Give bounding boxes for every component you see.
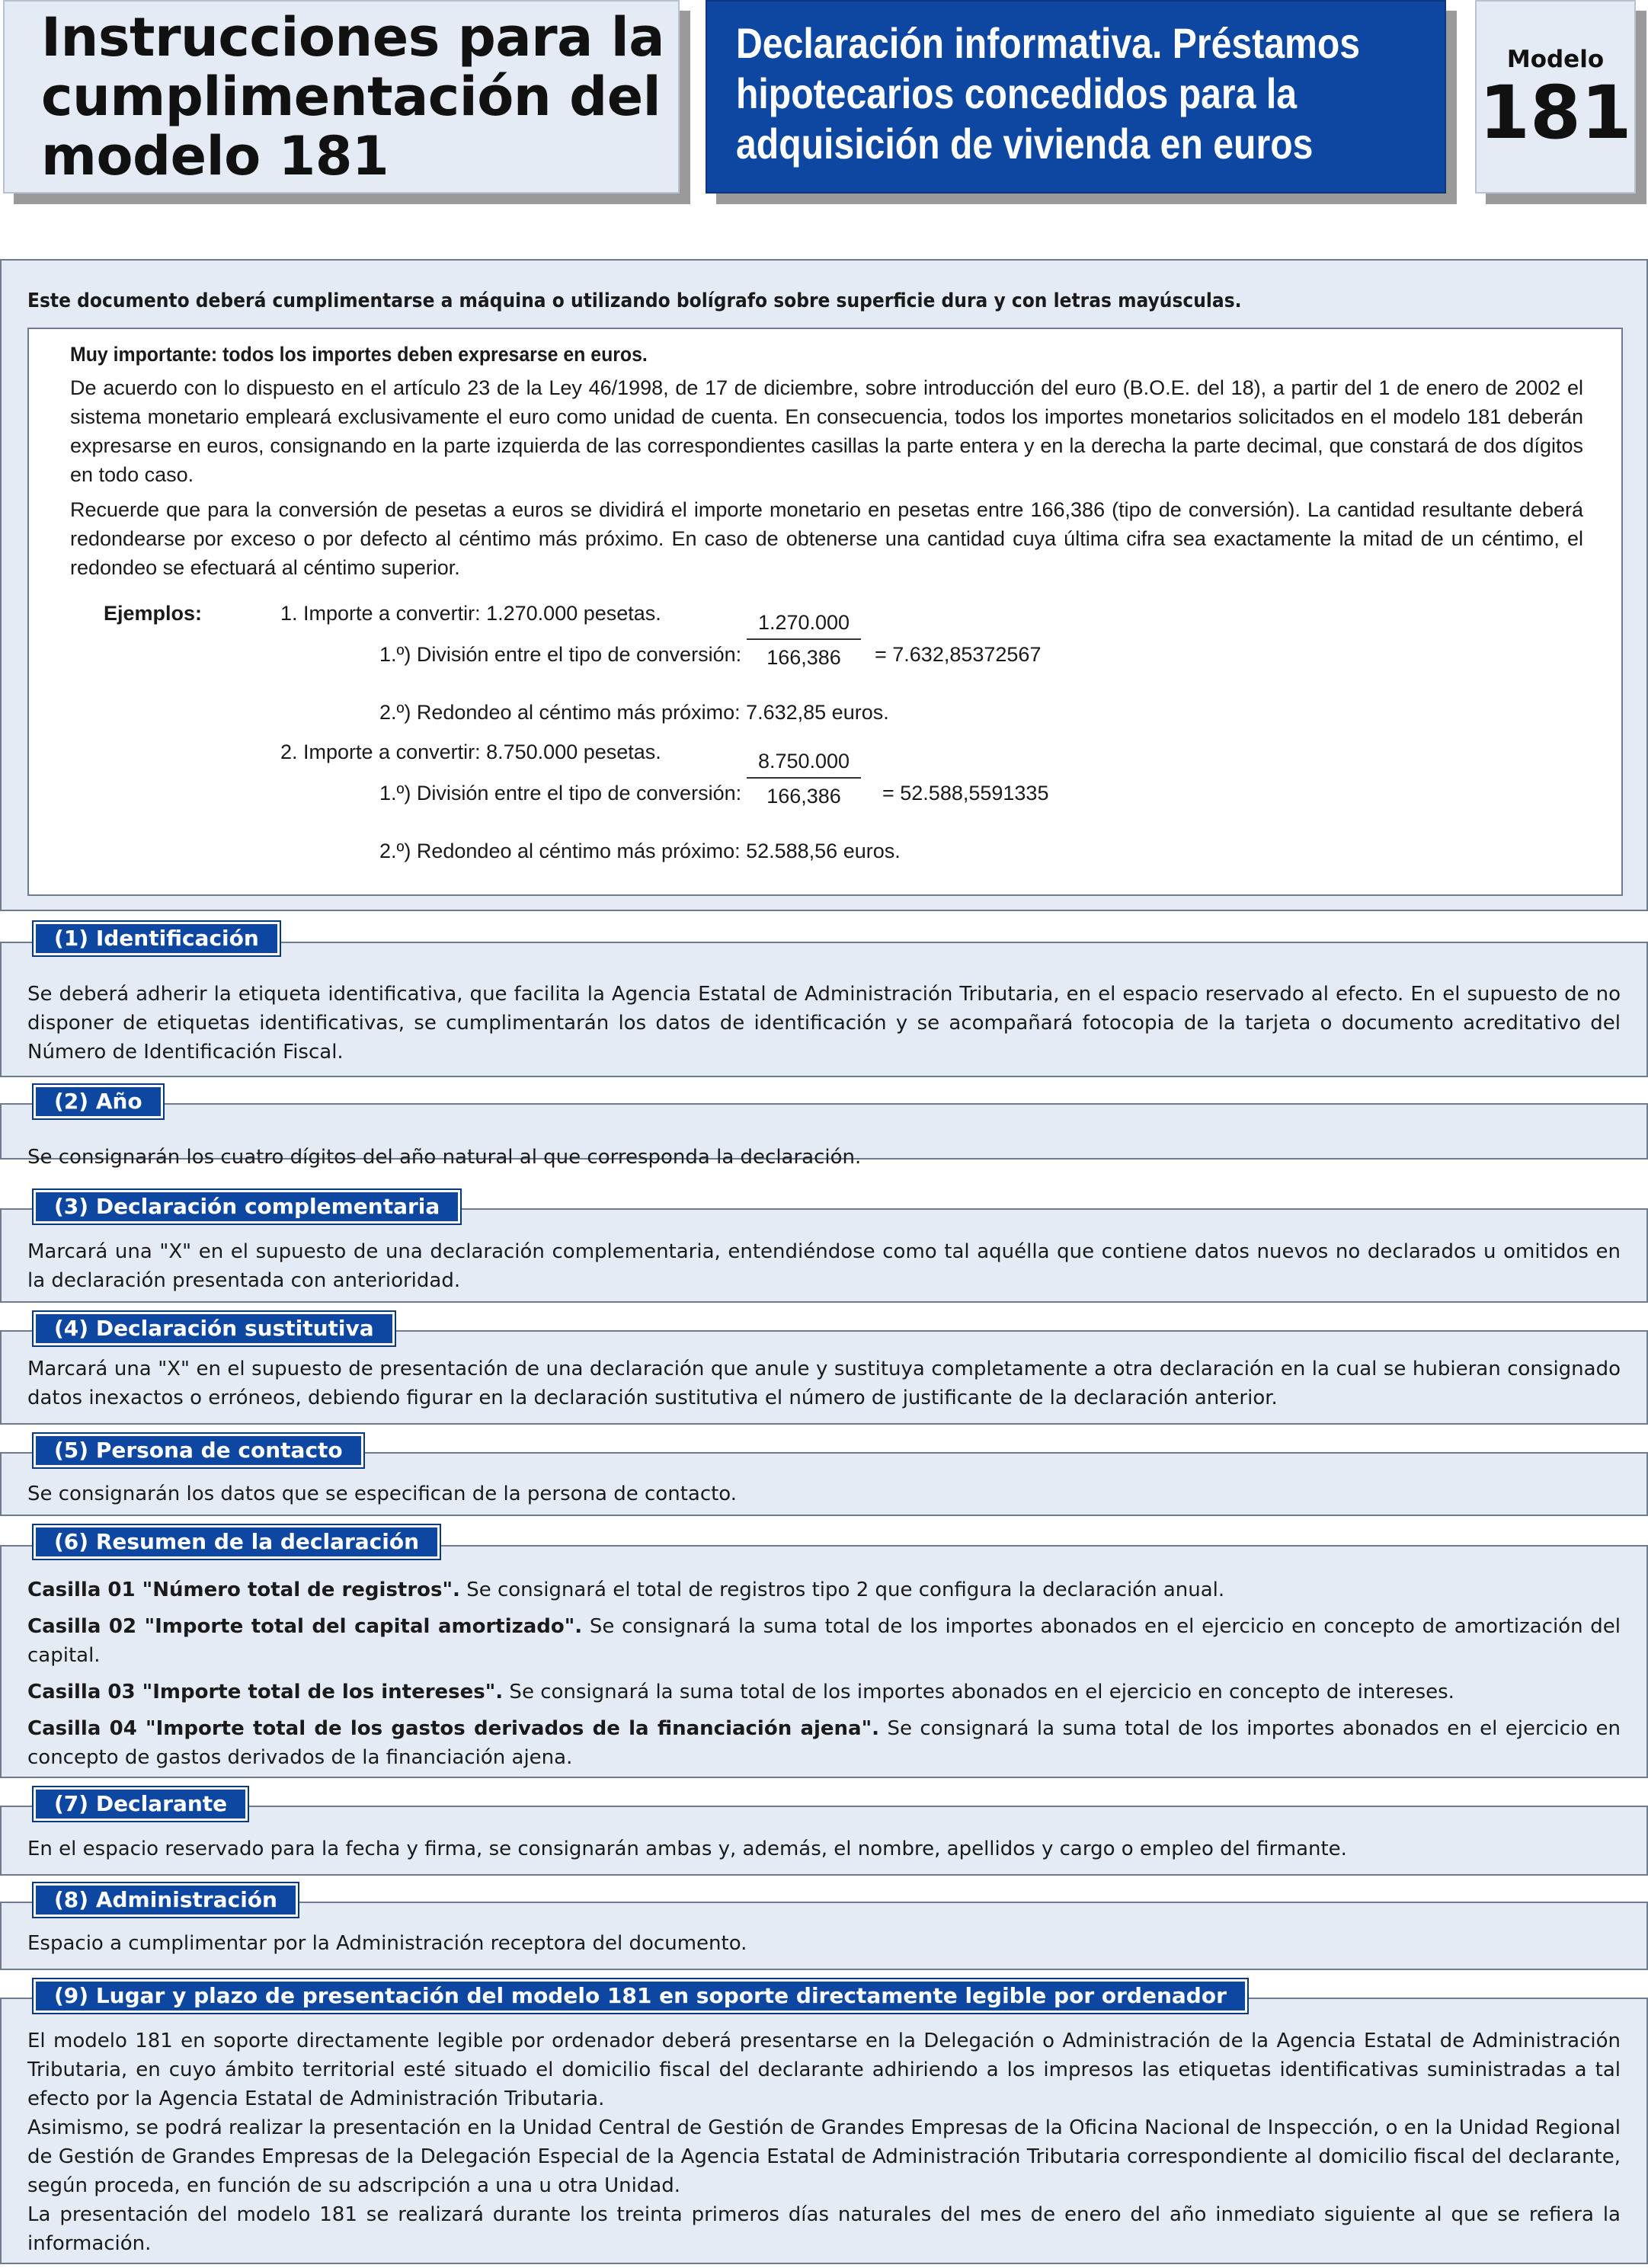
- example-1-fraction: [747, 606, 861, 675]
- example-2-denominator: 166,386: [766, 785, 841, 808]
- intro-paragraph-1: De acuerdo con lo dispuesto en el artículo 23 de la Ley 46/1998, de 17 de diciembre, sobre introducción del euro (B.O.E. del 18), a partir del 1 de enero de 2002 el sistema monetario empleará exclusivamente el euro como unidad de cuenta. En consecuencia, todos los importes monetarios solicitados en el modelo 181 deberán expresarse en euros, consignando en la parte izquierda de las correspondientes casillas la parte entera y en la derecha la parte decimal, que constará de dos dígitos en todo caso.: [70, 376, 1583, 486]
- section-declaracion-sustitutiva-title: (4) Declaración sustitutiva: [34, 1312, 395, 1345]
- intro-important: Muy importante: todos los importes deben expresarse en euros.: [70, 343, 648, 366]
- intro-inner-box: [27, 328, 1623, 896]
- summary-item-casilla-03: [27, 1678, 1621, 1707]
- intro-paragraph-2: Recuerde que para la conversión de pesetas a euros se dividirá el importe monetario en pesetas entre 166,386 (tipo de conversión). La cantidad resultante deberá redondearse por exceso o por defecto al céntimo más próximo. En caso de obtenerse una cantidad cuya última cifra sea exactamente la mitad de un céntimo, el redondeo se efectuará al céntimo superior.: [70, 498, 1583, 579]
- example-1-heading: 1. Importe a convertir: 1.270.000 pesetas.: [280, 602, 661, 625]
- section-identificacion-title: (1) Identificación: [34, 922, 280, 955]
- model-badge: [1475, 0, 1636, 194]
- section-persona-contacto-text: Se consignarán los datos que se especifican de la persona de contacto.: [27, 1483, 738, 1505]
- section-resumen-declaracion-title: (6) Resumen de la declaración: [34, 1525, 440, 1559]
- example-1-denominator: 166,386: [766, 646, 841, 669]
- section-lugar-plazo: [0, 1998, 1648, 2264]
- section-declaracion-sustitutiva-text: Marcará una "X" en el supuesto de presentación de una declaración que anule y sustituya completamente a otra declaración en la cual se hubieran consignado datos inexactos o erróneos, debiendo figurar en la declaración sustitutiva el número de justificante de la declaración anterior.: [27, 1358, 1621, 1409]
- summary-item-casilla-03-text: Se consignará la suma total de los importes abonados en el ejercicio en concepto de intereses.: [503, 1681, 1454, 1703]
- section-ano-text: Se consignarán los cuatro dígitos del año natural al que corresponda la declaración.: [27, 1146, 862, 1169]
- document-title: [41, 8, 678, 186]
- summary-item-casilla-01-text: Se consignará el total de registros tipo 2 que configura la declaración anual.: [459, 1579, 1225, 1601]
- section-persona-contacto-title: (5) Persona de contacto: [34, 1434, 363, 1467]
- section-declarante-title: (7) Declarante: [34, 1787, 248, 1821]
- example-1-result: = 7.632,85372567: [875, 643, 1042, 666]
- examples-label: Ejemplos:: [104, 602, 203, 625]
- section-administracion-text: Espacio a cumplimentar por la Administración receptora del documento.: [27, 1932, 747, 1955]
- summary-item-casilla-02-label: Casilla 02 "Importe total del capital amortizado".: [27, 1615, 583, 1638]
- section-administracion-title: (8) Administración: [34, 1883, 298, 1917]
- example-2-numerator: 8.750.000: [747, 745, 861, 779]
- section-lugar-plazo-paragraph-1: El modelo 181 en soporte directamente legible por ordenador deberá presentarse en la Delegación o Administración de la Agencia Estatal de Administración Tributaria, en cuyo ámbito territorial esté situado el domicilio fiscal del declarante adhiriendo a los impresos las etiquetas identificativas suministradas a tal efecto por la Agencia Estatal de Administración Tributaria.: [27, 2030, 1621, 2110]
- section-ano-title: (2) Año: [34, 1085, 163, 1118]
- examples-block: [70, 593, 1583, 875]
- summary-item-casilla-04-label: Casilla 04 "Importe total de los gastos derivados de la financiación ajena".: [27, 1717, 880, 1740]
- document-title-line-1: Instrucciones para la: [41, 6, 664, 69]
- document-title-line-3: modelo 181: [41, 125, 389, 187]
- document-title-box: [3, 0, 680, 194]
- summary-item-casilla-01: [27, 1575, 1621, 1604]
- section-ano: [0, 1103, 1648, 1169]
- example-2-step-2: 2.º) Redondeo al céntimo más próximo: 52.588,56 euros.: [379, 840, 901, 862]
- document-subtitle: [736, 18, 1450, 169]
- example-1-step-1: 1.º) División entre el tipo de conversión:: [379, 643, 742, 666]
- section-identificacion: [0, 942, 1648, 1077]
- document-subtitle-line-1: Declaración informativa. Préstamos: [736, 19, 1361, 67]
- intro-lead: Este documento deberá cumplimentarse a máquina o utilizando bolígrafo sobre superficie dura y con letras mayúsculas.: [27, 289, 1242, 312]
- summary-item-casilla-04: [27, 1714, 1621, 1772]
- summary-item-casilla-02-text: Se consignará la suma total de los importes abonados en el ejercicio en concepto de amortización del capital.: [27, 1615, 1621, 1667]
- model-label: Modelo: [1506, 46, 1605, 73]
- model-number: 181: [1479, 70, 1632, 155]
- summary-item-casilla-01-label: Casilla 01 "Número total de registros".: [27, 1579, 460, 1601]
- document-subtitle-line-3: adquisición de vivienda en euros: [736, 120, 1314, 168]
- summary-item-casilla-02: [27, 1612, 1621, 1670]
- example-1-step-2: 2.º) Redondeo al céntimo más próximo: 7.632,85 euros.: [379, 701, 889, 724]
- section-declarante-text: En el espacio reservado para la fecha y firma, se consignarán ambas y, además, el nombre, apellidos y cargo o empleo del firmante.: [27, 1838, 1347, 1860]
- section-lugar-plazo-paragraph-2: Asimismo, se podrá realizar la presentación en la Unidad Central de Gestión de Grandes Empresas de la Oficina Nacional de Inspección, o en la Unidad Regional de Gestión de Grandes Empresas de la Delegación Especial de la Agencia Estatal de Administración Tributaria correspondiente al domicilio fiscal del declarante, según proceda, en función de su adscripción a una u otra Unidad.: [27, 2116, 1621, 2197]
- summary-item-casilla-04-text: Se consignará la suma total de los importes abonados en el ejercicio en concepto de gastos derivados de la financiación ajena.: [27, 1717, 1621, 1769]
- example-2-fraction: [747, 745, 861, 814]
- document-subtitle-line-2: hipotecarios concedidos para la: [736, 69, 1297, 117]
- example-2-result: = 52.588,5591335: [882, 782, 1049, 805]
- example-2-heading: 2. Importe a convertir: 8.750.000 pesetas.: [280, 741, 661, 763]
- section-lugar-plazo-paragraph-3: La presentación del modelo 181 se realizará durante los treinta primeros días naturales del mes de enero del año inmediato siguiente al que se refiera la información.: [27, 2203, 1621, 2255]
- intro-panel: [0, 259, 1648, 911]
- example-1-numerator: 1.270.000: [747, 606, 861, 640]
- document-subtitle-box: [706, 0, 1446, 194]
- document-title-line-2: cumplimentación del: [41, 66, 661, 128]
- section-declaracion-complementaria-title: (3) Declaración complementaria: [34, 1190, 460, 1224]
- section-identificacion-text: Se deberá adherir la etiqueta identificativa, que facilita la Agencia Estatal de Administración Tributaria, en el espacio reservado al efecto. En el supuesto de no disponer de etiquetas identificativas, se cumplimentarán los datos de identificación y se acompañará fotocopia de la tarjeta o documento acreditativo del Número de Identificación Fiscal.: [27, 983, 1621, 1064]
- example-2-step-1: 1.º) División entre el tipo de conversión:: [379, 782, 742, 805]
- section-resumen-declaracion: [0, 1545, 1648, 1778]
- section-lugar-plazo-title: (9) Lugar y plazo de presentación del modelo 181 en soporte directamente legible por ordenador: [34, 1979, 1247, 2013]
- summary-item-casilla-03-label: Casilla 03 "Importe total de los intereses".: [27, 1681, 504, 1703]
- section-declaracion-complementaria-text: Marcará una "X" en el supuesto de una declaración complementaria, entendiéndose como tal aquélla que contiene datos nuevos no declarados u omitidos en la declaración presentada con anterioridad.: [27, 1240, 1621, 1292]
